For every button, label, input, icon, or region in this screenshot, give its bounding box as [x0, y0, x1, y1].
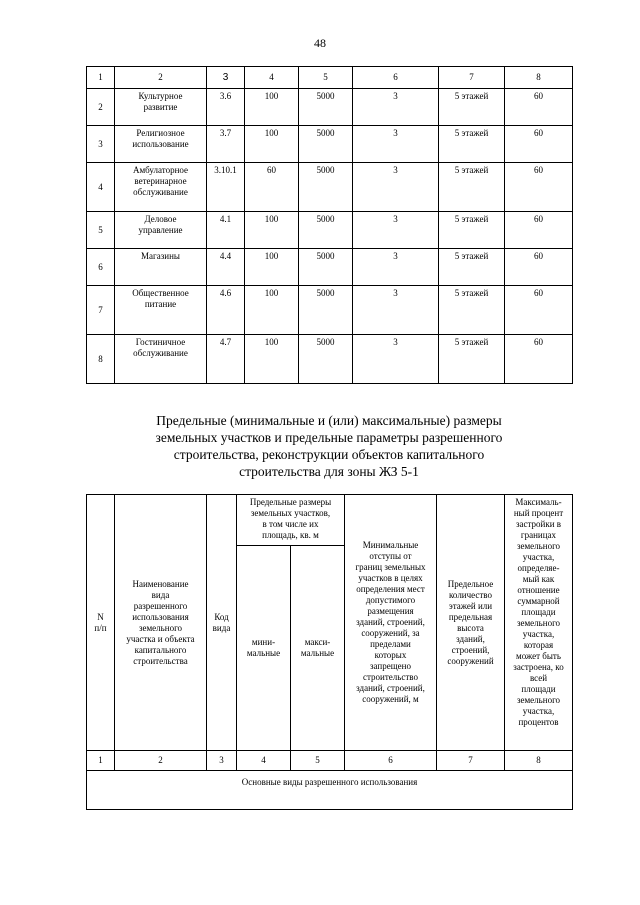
header-use-type-name: Наименование вида разрешенного использования земельного участка и объекта капитального строительства [115, 495, 207, 751]
min-area: 100 [245, 335, 299, 384]
row-number: 3 [87, 126, 115, 163]
header-max-area: макси- мальные [291, 546, 345, 751]
max-floors: 5 этажей [439, 126, 505, 163]
min-area: 100 [245, 249, 299, 286]
min-setback: 3 [353, 335, 439, 384]
table-row [87, 126, 573, 163]
column-number: 4 [237, 751, 291, 771]
max-build-percent: 60 [505, 212, 573, 249]
main-uses-section-label: Основные виды разрешенного использования [87, 771, 573, 810]
max-build-percent: 60 [505, 126, 573, 163]
min-setback: 3 [353, 163, 439, 212]
min-setback: 3 [353, 126, 439, 163]
use-type-name: Амбулаторное ветеринарное обслуживание [115, 163, 207, 212]
row-number: 8 [87, 335, 115, 384]
column-number: 7 [437, 751, 505, 771]
max-area: 5000 [299, 212, 353, 249]
column-number: 3 [207, 751, 237, 771]
max-area: 5000 [299, 126, 353, 163]
max-build-percent: 60 [505, 249, 573, 286]
column-number: 1 [87, 751, 115, 771]
use-type-name: Культурное развитие [115, 89, 207, 126]
column-number: 2 [115, 751, 207, 771]
header-cell: 5 [299, 67, 353, 89]
max-floors: 5 этажей [439, 335, 505, 384]
min-area: 100 [245, 89, 299, 126]
max-build-percent: 60 [505, 286, 573, 335]
min-setback: 3 [353, 89, 439, 126]
header-cell: 2 [115, 67, 207, 89]
min-setback: 3 [353, 286, 439, 335]
use-type-name: Магазины [115, 249, 207, 286]
table-header-row [87, 495, 573, 546]
min-area: 60 [245, 163, 299, 212]
use-type-code: 4.6 [207, 286, 245, 335]
header-min-area: мини- мальные [237, 546, 291, 751]
row-number: 2 [87, 89, 115, 126]
use-type-code: 4.1 [207, 212, 245, 249]
column-number-row [87, 751, 573, 771]
table-row [87, 335, 573, 384]
zone-parameters-table [86, 494, 573, 810]
header-cell: 4 [245, 67, 299, 89]
parameters-table-continued [86, 66, 573, 384]
table-row [87, 89, 573, 126]
header-cell: 6 [353, 67, 439, 89]
header-cell: 1 [87, 67, 115, 89]
max-area: 5000 [299, 163, 353, 212]
header-cell: 8 [505, 67, 573, 89]
use-type-name: Общественное питание [115, 286, 207, 335]
max-area: 5000 [299, 335, 353, 384]
max-build-percent: 60 [505, 89, 573, 126]
header-number: N п/п [87, 495, 115, 751]
use-type-code: 3.6 [207, 89, 245, 126]
max-area: 5000 [299, 89, 353, 126]
max-area: 5000 [299, 249, 353, 286]
max-floors: 5 этажей [439, 89, 505, 126]
use-type-code: 4.7 [207, 335, 245, 384]
max-floors: 5 этажей [439, 249, 505, 286]
use-type-name: Деловое управление [115, 212, 207, 249]
header-max-build-percent: Максималь- ный процент застройки в границах земельного участка, определяе- мый как отношение суммарной площади земельного участка, которая может быть застроена, ко всей площади земельного участка, процентов [505, 495, 573, 751]
row-number: 5 [87, 212, 115, 249]
row-number: 7 [87, 286, 115, 335]
max-build-percent: 60 [505, 163, 573, 212]
min-setback: 3 [353, 212, 439, 249]
use-type-code: 3.10.1 [207, 163, 245, 212]
header-cell: 3 [207, 67, 245, 89]
min-area: 100 [245, 286, 299, 335]
page-number: 48 [314, 36, 326, 50]
row-number: 4 [87, 163, 115, 212]
use-type-name: Гостиничное обслуживание [115, 335, 207, 384]
min-setback: 3 [353, 249, 439, 286]
max-floors: 5 этажей [439, 286, 505, 335]
header-area-limits: Предельные размеры земельных участков, в том числе их площадь, кв. м [237, 495, 345, 546]
max-floors: 5 этажей [439, 212, 505, 249]
column-number-row [87, 67, 573, 89]
table-row [87, 286, 573, 335]
header-max-floors: Предельное количество этажей или предельная высота зданий, строений, сооружений [437, 495, 505, 751]
use-type-name: Религиозное использование [115, 126, 207, 163]
max-build-percent: 60 [505, 335, 573, 384]
table-row [87, 212, 573, 249]
max-floors: 5 этажей [439, 163, 505, 212]
column-number: 8 [505, 751, 573, 771]
max-area: 5000 [299, 286, 353, 335]
header-cell: 7 [439, 67, 505, 89]
header-code: Код вида [207, 495, 237, 751]
section-row [87, 771, 573, 810]
section-title: Предельные (минимальные и (или) максимальные) размеры земельных участков и предельные параметры разрешенного строительства, реконструкции объектов капитального строительства для зоны ЖЗ 5-1 [155, 413, 503, 479]
min-area: 100 [245, 126, 299, 163]
column-number: 5 [291, 751, 345, 771]
use-type-code: 4.4 [207, 249, 245, 286]
table-row [87, 249, 573, 286]
use-type-code: 3.7 [207, 126, 245, 163]
header-min-setback: Минимальные отступы от границ земельных участков в целях определения мест допустимого размещения зданий, строений, сооружений, за пределами которых запрещено строительство зданий, строений, сооружений, м [345, 495, 437, 751]
row-number: 6 [87, 249, 115, 286]
table-row [87, 163, 573, 212]
min-area: 100 [245, 212, 299, 249]
column-number: 6 [345, 751, 437, 771]
